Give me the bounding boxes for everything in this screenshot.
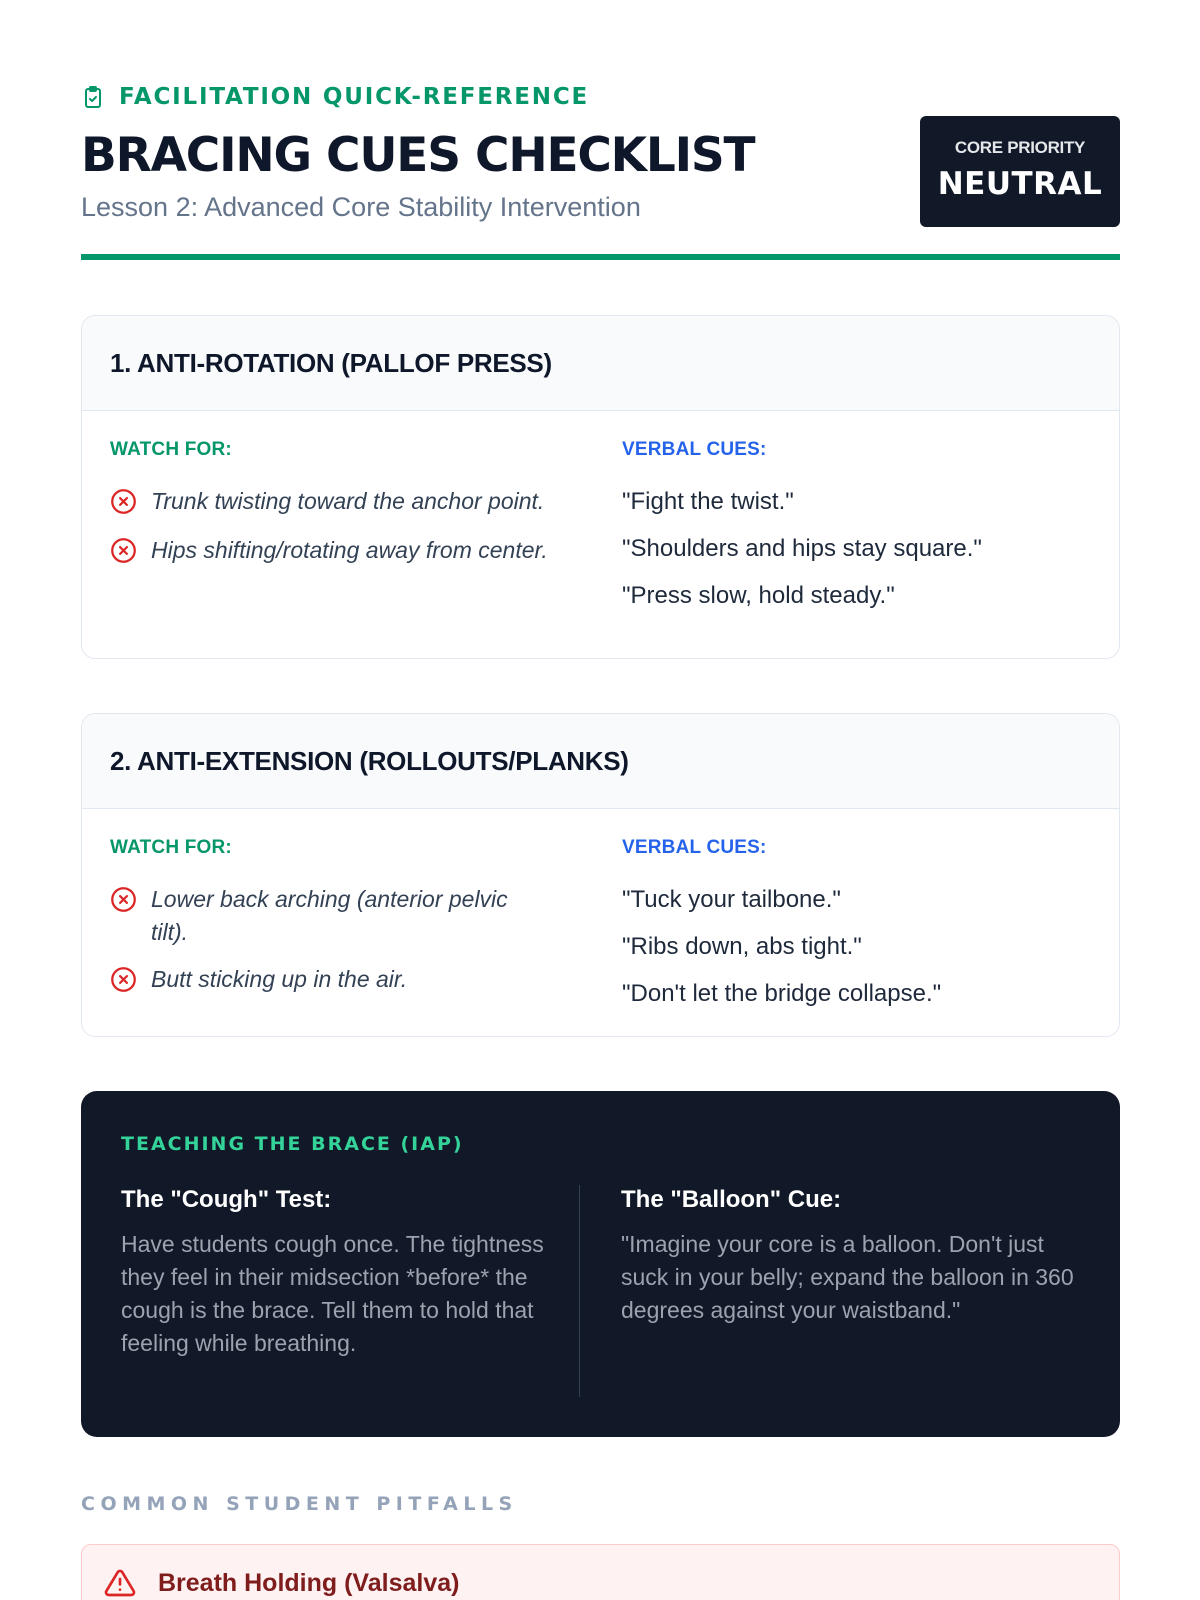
- core-priority-label: CORE PRIORITY: [954, 138, 1086, 157]
- page: [81, 0, 1120, 1597]
- clipboard-check-icon: [81, 85, 105, 109]
- watch-for-item: [110, 485, 550, 520]
- watch-for-text: Butt sticking up in the air.: [151, 966, 408, 992]
- verbal-cues-label: VERBAL CUES:: [622, 837, 767, 858]
- page-title: BRACING CUES CHECKLIST: [81, 128, 755, 183]
- watch-for-item: [110, 883, 550, 949]
- section-title: 2. ANTI-EXTENSION (ROLLOUTS/PLANKS): [110, 745, 629, 776]
- x-circle-icon: [110, 883, 137, 918]
- pitfall-row: [104, 1567, 459, 1599]
- verbal-cues-column: [622, 439, 1092, 626]
- balloon-cue-text: "Imagine your core is a balloon. Don't just suck in your belly; expand the balloon in 360 degrees against your waistband.": [621, 1231, 1074, 1323]
- page-subtitle: Lesson 2: Advanced Core Stability Intervention: [81, 192, 641, 222]
- x-circle-icon: [110, 963, 137, 998]
- pitfall-title: Breath Holding (Valsalva): [158, 1568, 460, 1597]
- watch-for-item: [110, 963, 550, 998]
- warning-triangle-icon: [104, 1567, 136, 1599]
- balloon-cue-column: [621, 1186, 1091, 1327]
- watch-for-label: WATCH FOR:: [110, 439, 232, 460]
- x-circle-icon: [110, 485, 137, 520]
- watch-for-item: [110, 534, 550, 569]
- section-title: 1. ANTI-ROTATION (PALLOF PRESS): [110, 347, 552, 378]
- teaching-brace-panel: [81, 1091, 1120, 1437]
- watch-for-text: Hips shifting/rotating away from center.: [151, 537, 548, 563]
- section-header: [82, 714, 1119, 809]
- verbal-cue: "Tuck your tailbone.": [622, 886, 841, 913]
- verbal-cues-list: [622, 485, 1092, 612]
- pitfall-card: [81, 1544, 1120, 1600]
- x-circle-icon: [110, 534, 137, 569]
- brace-column-divider: [579, 1185, 580, 1397]
- cough-test-title: The "Cough" Test:: [121, 1186, 332, 1213]
- watch-for-column: [110, 837, 550, 1012]
- verbal-cue: "Don't let the bridge collapse.": [622, 980, 942, 1007]
- watch-for-text: Trunk twisting toward the anchor point.: [151, 488, 545, 514]
- header-divider: [81, 254, 1120, 260]
- pitfalls-heading: COMMON STUDENT PITFALLS: [81, 1493, 518, 1515]
- watch-for-label: WATCH FOR:: [110, 837, 232, 858]
- watch-for-list: [110, 485, 550, 569]
- core-priority-badge: [920, 116, 1120, 227]
- section-header: [82, 316, 1119, 411]
- watch-for-text: Lower back arching (anterior pelvic tilt).: [151, 886, 508, 945]
- verbal-cues-label: VERBAL CUES:: [622, 439, 767, 460]
- watch-for-column: [110, 439, 550, 583]
- section-card-anti-rotation: [81, 315, 1120, 659]
- cough-test-column: [121, 1186, 551, 1360]
- verbal-cues-column: [622, 837, 1092, 1024]
- teaching-brace-label: TEACHING THE BRACE (IAP): [121, 1133, 464, 1155]
- kicker-text: FACILITATION QUICK-REFERENCE: [119, 84, 590, 110]
- section-card-anti-extension: [81, 713, 1120, 1037]
- verbal-cue: "Ribs down, abs tight.": [622, 933, 862, 960]
- verbal-cue: "Press slow, hold steady.": [622, 582, 895, 609]
- verbal-cue: "Fight the twist.": [622, 488, 794, 515]
- kicker: [81, 84, 589, 110]
- verbal-cues-list: [622, 883, 1092, 1010]
- header: [81, 0, 1120, 262]
- cough-test-text: Have students cough once. The tightness they feel in their midsection *before* the cough is the brace. Tell them to hold that feeling while breathing.: [121, 1231, 544, 1356]
- balloon-cue-title: The "Balloon" Cue:: [621, 1186, 842, 1213]
- watch-for-list: [110, 883, 550, 998]
- core-priority-value: NEUTRAL: [937, 166, 1103, 202]
- verbal-cue: "Shoulders and hips stay square.": [622, 535, 982, 562]
